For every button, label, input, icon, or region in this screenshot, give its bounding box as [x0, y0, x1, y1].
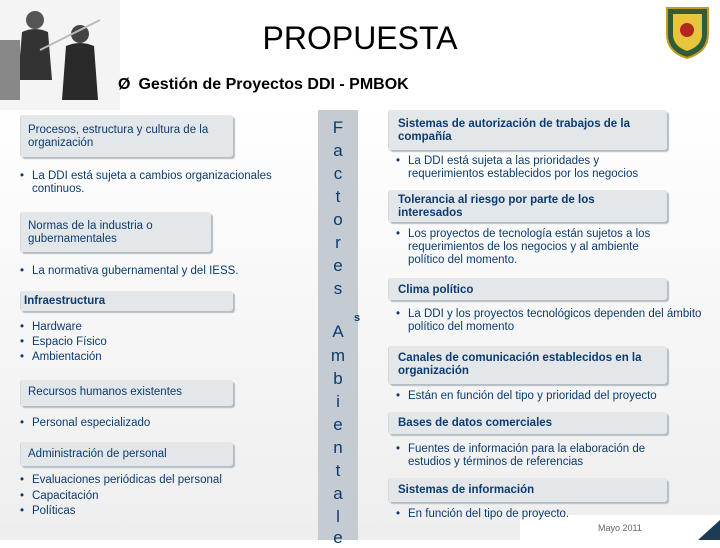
middle-letter: s: [333, 279, 343, 298]
middle-letter: i: [336, 392, 340, 411]
right-item-risk: Los proyectos de tecnología están sujetos a los requerimientos de los negocios y al ambiente político del momento.: [408, 228, 651, 266]
middle-letter: r: [335, 233, 341, 252]
middle-extra-letter: s: [354, 312, 361, 324]
middle-letter: e: [333, 528, 343, 547]
left-item-norms: La normativa gubernamental y del IESS.: [32, 265, 239, 277]
right-item-authorization: La DDI está sujeta a las prioridades y requerimientos establecidos por los negocios: [408, 155, 639, 180]
subtitle: [118, 76, 409, 94]
right-heading-authorization: Sistemas de autorización de trabajos de la compañía: [398, 118, 630, 143]
right-heading-information-systems: Sistemas de información: [398, 484, 535, 496]
left-heading-norms: Normas de la industria o gubernamentales: [28, 220, 153, 245]
left-item-training: Capacitación: [32, 490, 99, 502]
right-heading-databases: Bases de datos comerciales: [398, 417, 553, 429]
left-heading-infrastructure: Infraestructura: [24, 295, 106, 307]
middle-letter: e: [333, 415, 343, 434]
left-heading-processes: Procesos, estructura y cultura de la organización: [28, 124, 209, 149]
bullet-icon: •: [20, 170, 25, 182]
middle-letter: t: [335, 461, 341, 480]
left-heading-admin: Administración de personal: [28, 448, 167, 460]
page-title: PROPUESTA: [262, 20, 458, 56]
left-item-hardware: Hardware: [32, 321, 82, 333]
bullet-icon: •: [20, 336, 25, 348]
right-item-information-systems: En función del tipo de proyecto.: [408, 508, 570, 520]
footer-date-text: Mayo 2011: [598, 523, 642, 533]
bullet-icon: •: [20, 321, 25, 333]
left-item-space: Espacio Físico: [32, 336, 107, 348]
bullet-icon: •: [396, 443, 401, 455]
right-heading-politics: Clima político: [398, 284, 474, 296]
middle-letter: c: [333, 164, 343, 183]
right-heading-channels: Canales de comunicación establecidos en la organización: [398, 352, 642, 377]
middle-letter: a: [333, 141, 343, 160]
bullet-icon: •: [396, 155, 401, 167]
right-item-databases: Fuentes de información para la elaboración de estudios y términos de referencias: [408, 443, 646, 468]
subtitle-bullet: Ø: [118, 76, 131, 93]
middle-letter: l: [336, 507, 340, 526]
bullet-icon: •: [396, 390, 401, 402]
middle-letter: t: [335, 187, 341, 206]
middle-letter: n: [333, 438, 343, 457]
bullet-icon: •: [20, 265, 25, 277]
bullet-icon: •: [20, 474, 25, 486]
bullet-icon: •: [20, 505, 25, 517]
corner-decoration-icon: [698, 520, 720, 540]
middle-letter: m: [330, 346, 346, 365]
bullet-icon: •: [20, 490, 25, 502]
middle-letter: a: [333, 484, 343, 503]
right-heading-risk: Tolerancia al riesgo por parte de los interesados: [398, 194, 595, 219]
middle-letter: e: [333, 256, 343, 275]
middle-letter: o: [333, 210, 343, 229]
middle-letter: A: [332, 322, 344, 341]
left-item-hr: Personal especializado: [32, 417, 151, 429]
bullet-icon: •: [20, 351, 25, 363]
subtitle-text: Gestión de Proyectos DDI - PMBOK: [138, 76, 409, 93]
right-item-channels: Están en función del tipo y prioridad del proyecto: [408, 390, 657, 402]
left-item-evaluations: Evaluaciones periódicas del personal: [32, 474, 222, 486]
bullet-icon: •: [396, 508, 401, 520]
left-item-processes: La DDI está sujeta a cambios organizacionales continuos.: [32, 170, 272, 195]
middle-letter: F: [332, 118, 344, 137]
bullet-icon: •: [20, 417, 25, 429]
left-item-policies: Políticas: [32, 505, 76, 517]
bullet-icon: •: [396, 308, 401, 320]
left-heading-hr: Recursos humanos existentes: [28, 386, 183, 398]
left-item-ambience: Ambientación: [32, 351, 102, 363]
bullet-icon: •: [396, 228, 401, 240]
middle-letter: b: [333, 369, 343, 388]
right-item-politics: La DDI y los proyectos tecnológicos dependen del ámbito político del momento: [408, 308, 702, 333]
